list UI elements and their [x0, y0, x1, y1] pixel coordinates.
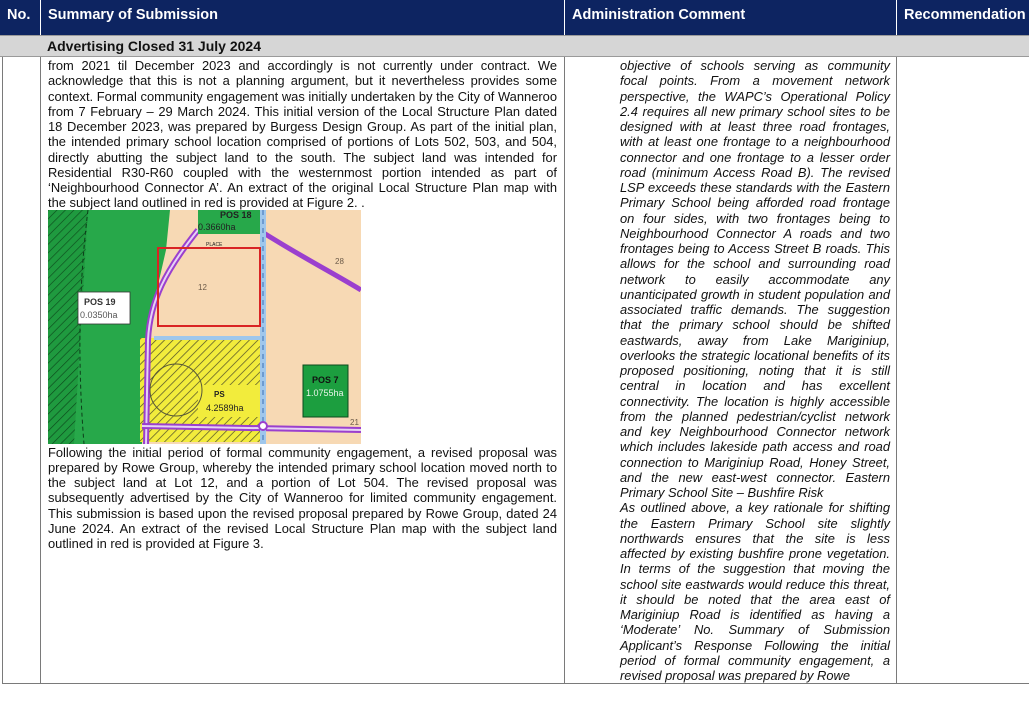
- lot-28-label: 28: [335, 257, 344, 266]
- pos7-area-label: 1.0755ha: [306, 388, 344, 398]
- admin-paragraph-2: As outlined above, a key rationale for shifting the Eastern Primary School site slightly northwards ensures that the site is less affected by existing bushfire prone vegetation. In terms of the suggestion that moving the school site eastwards would reduce this threat, it should be noted that the area east of Mariginiup Road is identified as having a ‘Moderate’ No. Summary of Submission Applicant’s Response Following the initial period of formal community engagement, a revised proposal was prepared by Rowe: [620, 500, 890, 683]
- header-no: No.: [0, 0, 41, 35]
- column-divider-2: [564, 57, 565, 684]
- table-header: [0, 0, 1029, 35]
- lot-21-label: 21: [350, 418, 359, 427]
- structure-plan-map: [48, 210, 361, 444]
- header-recommendation: Recommendation: [904, 7, 1026, 23]
- header-admin-comment: Administration Comment: [565, 0, 897, 35]
- admin-comment-cell: [620, 58, 890, 683]
- section-row: [0, 35, 1029, 57]
- pos19-label: POS 19: [84, 297, 116, 307]
- admin-paragraph-1: objective of schools serving as community focal points. From a movement network perspective, the WAPC’s Operational Policy 2.4 requires all new primary school sites to be designed with at least three road frontages, with at least one frontage to a neighbourhood connector and one frontage to a lesser order road (minimum Access Road B). The revised LSP exceeds these standards with the Eastern Primary School being afforded road frontage on four sides, with two frontages being to Neighbourhood Connector A roads and two frontages being to Access Street B roads. This allows for the school and surrounding road network to easily accommodate any unanticipated growth in student population and associated traffic demands. The suggestion that the primary school should be shifted eastwards, away from Lake Mariginiup, overlooks the strategic locational benefits of its proposed positioning, noting that it is still central in location and has excellent connectivity. The location is highly accessible from the planned pedestrian/cyclist network and key Neighbourhood Connector network which includes lakeside path access and road connection to Mariginiup Road, Honey Street, and the new east-west connector. Eastern Primary School Site – Bushfire Risk: [620, 58, 890, 500]
- column-divider-3: [896, 57, 897, 684]
- map-figure: [48, 210, 361, 444]
- place-label: PLACE: [206, 242, 223, 248]
- pos18-area-label: 0.3660ha: [198, 222, 236, 232]
- header-summary: Summary of Submission: [41, 0, 565, 35]
- summary-paragraph-1: from 2021 til December 2023 and accordingly is not currently under contract. We acknowledge that this is not a planning argument, but it nevertheless provides some context. Formal community engagement was initially undertaken by the City of Wanneroo from 7 February – 29 March 2024. This initial version of the Local Structure Plan dated 18 December 2023, was prepared by Burgess Design Group. As part of the initial plan, the intended primary school location comprised of portions of Lots 502, 503, and 504, directly abutting the subject land to the south. The subject land was intended for Residential R30-R60 coupled with the westernmost portion intended as part of ‘Neighbourhood Connector A’. An extract of the original Local Structure Plan map with the subject land outlined in red is provided at Figure 2. .: [48, 58, 557, 211]
- ps-label: PS: [214, 390, 225, 399]
- column-divider-1: [40, 57, 41, 684]
- pos18-label: POS 18: [220, 210, 252, 220]
- lot-12-label: 12: [198, 283, 207, 292]
- summary-paragraph-2: Following the initial period of formal community engagement, a revised proposal was prepared by Rowe Group, whereby the intended primary school location moved north to the subject land at Lot 12, and a portion of Lot 504. The revised proposal was subsequently advertised by the City of Wanneroo for limited community engagement. This submission is based upon the revised proposal prepared by Rowe Group, dated 24 June 2024. An extract of the revised Local Structure Plan map with the subject land outlined in red is provided at Figure 3.: [48, 444, 557, 551]
- section-title: Advertising Closed 31 July 2024: [47, 38, 261, 54]
- table-border-left: [2, 57, 3, 684]
- pos19-area-label: 0.0350ha: [80, 310, 118, 320]
- ps-area-label: 4.2589ha: [206, 403, 244, 413]
- pos7-label: POS 7: [312, 375, 339, 385]
